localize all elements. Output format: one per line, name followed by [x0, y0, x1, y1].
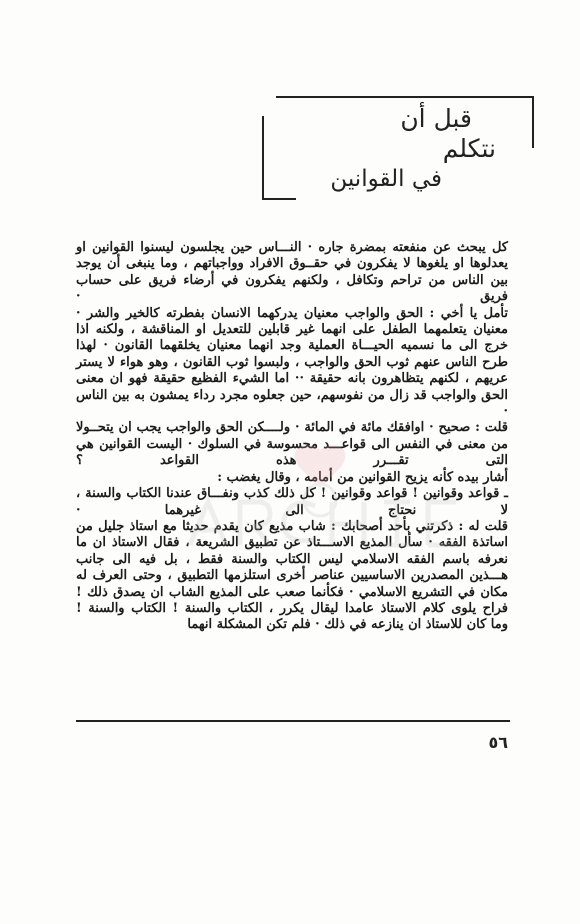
header-rule-left — [262, 116, 264, 200]
paragraph-7: وما كان للاستاذ ان ينازعه في ذلك · فلم تكن المشكلة انهما — [187, 617, 508, 633]
paragraph-3: قلت : صحيح · اوافقك مائة في المائة · ولــــكن الحق والواجب يجب ان يتحــولا من معنى في النفس الى قواعـــد محسوسة في السلوك · اليست القوانين هي التى تقـــرر هذه القواعد ؟ — [76, 420, 508, 469]
header-rule-bottom — [262, 198, 296, 200]
body-text — [76, 240, 508, 634]
paragraph-5: ـ قواعد وقوانين ! قواعد وقوانين ! كل ذلك كذب ونفـــاق عندنا الكتاب والسنة ، لا نحتاج الى غيرهما · — [76, 486, 508, 518]
paragraph-4: أشار بيده كأنه يزيح القوانين من أمامه ، وقال يغضب : — [217, 469, 508, 485]
chapter-title-line-1: قبل أن — [400, 104, 472, 133]
page-number: ٥٦ — [488, 733, 508, 752]
header-rule-top — [276, 96, 534, 98]
paragraph-1: كل يبحث عن منفعته بمضرة جاره · النـــاس حين يجلسون ليسنوا القوانين او يعدلوها او يلغوها لا يفكرون في حقــوق الافراد وواجباتهم ، وما ينبغى أن يوجد بين الناس من تراحم وتكافل ، ولكنهم يفكرون في أرضاء فريق على حساب فريق · — [76, 240, 508, 305]
footer-rule — [76, 720, 510, 722]
paragraph-6: قلت له : ذكرتني بأحد أصحابك : شاب مذيع كان يقدم حديثا مع استاذ جليل من اساتذة الفقه · سأل المذيع الاســـتاذ عن تطبيق الشريعة ، فقال الاستاذ ان ما نعرفه باسم الفقه الاسلامي ليس الكتاب والسنة فقط ، بل فيه الى جانب هـــذين المصدرين الاساسيين عناصر أخرى استلزمها التطبيق ، وحتى العرف له مكان في التشريع الاسلامي · فكأنما صعب على المذيع الشاب ان يصدق ذلك ! فراح يلوى كلام الاستاذ عامدا ليقال يكرر ، الكتاب والسنة ! الكتاب والسنة ! — [76, 518, 508, 616]
chapter-title-line-2: نتكلم — [442, 134, 496, 163]
chapter-title-line-3: في القوانين — [330, 166, 442, 192]
paragraph-2: تأمل يا أخي : الحق والواجب معنيان يدركهما الانسان بفطرته كالخير والشر · معنيان يتعلمهما الطفل على انهما غير قابلين للتعديل او المناقشة ، ولكنه اذا خرج الى ما نسميه الحيـــاة العملية وجد انهما معنيان يخلقهما القانون · لهذا طرح الناس عنهم ثوب الحق والواجب ، ولبسوا ثوب القانون ، وهو هواء لا يستر عريهم ، لكنهم يتظاهرون بانه حقيقة ·· اما الشيء الفظيع حقيقة فهو ان معنى الحق والواجب قد زال من نفوسهم، حين جعلوه مجرد رداء يمشون به بين الناس · — [76, 305, 508, 420]
chapter-header — [262, 96, 534, 202]
header-rule-right — [532, 96, 534, 148]
